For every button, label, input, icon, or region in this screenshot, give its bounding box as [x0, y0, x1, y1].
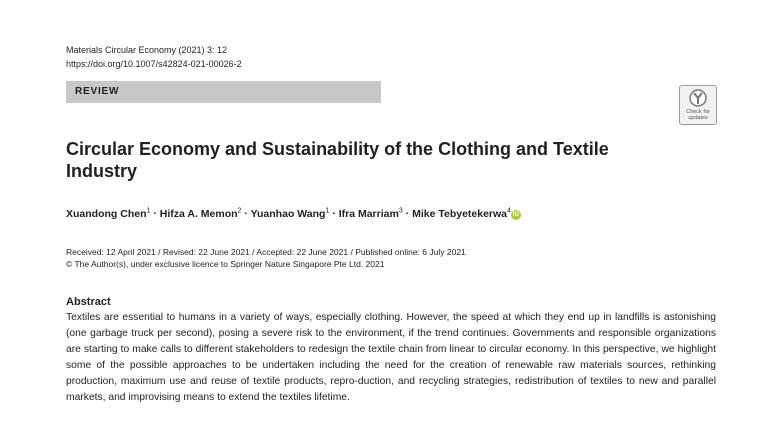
- author-list: Xuandong Chen$^1$ · Hifza A. Memon$^2$ · Yuanhao Wang$^1$ · Ifra Marriam$^3$ · Mike Tebyetekerwa$^4$iD: [66, 207, 519, 220]
- publication-info: [66, 246, 466, 270]
- journal-citation: Materials Circular Economy (2021) 3: 12: [66, 45, 228, 55]
- crossmark-icon: [689, 89, 707, 107]
- author[interactable]: Xuandong Chen$^1$: [66, 207, 151, 220]
- dates-line: Received: 12 April 2021 / Revised: 22 June 2021 / Accepted: 22 June 2021 / Published online: 6 July 2021: [66, 247, 466, 257]
- check-for-updates-badge[interactable]: [679, 85, 717, 125]
- author[interactable]: Hifza A. Memon$^2$: [159, 207, 242, 220]
- author[interactable]: Mike Tebyetekerwa$^4$: [412, 207, 511, 220]
- author[interactable]: Ifra Marriam$^3$: [338, 207, 403, 220]
- author[interactable]: Yuanhao Wang$^1$: [250, 207, 330, 220]
- badge-label: Check for updates: [686, 109, 710, 121]
- article-type-bar: REVIEW: [66, 81, 381, 103]
- abstract-text: Textiles are essential to humans in a variety of ways, especially clothing. However, the speed at which they end up in landfills is astonishing (one garbage truck per second), posing a severe risk to the environment, if the trend continues. Governments and responsible organizations are starting to make calls to different stakeholders to redesign the textile chain from linear to circular economy. In this perspective, we highlight some of the possible approaches to be undertaken including the need for the creation of renewable raw materials sources, rethinking production, maximum use and reuse of textile products, repro-duction, and recycling strategies, redistribution of textiles to new and parallel markets, and improvising means to extend the textiles lifetime.: [66, 312, 716, 403]
- doi-link[interactable]: https://doi.org/10.1007/s42824-021-00026-2: [66, 59, 242, 69]
- abstract-heading: Abstract: [66, 296, 111, 308]
- journal-header: [66, 43, 242, 71]
- orcid-icon[interactable]: iD: [512, 211, 519, 218]
- copyright-line: © The Author(s), under exclusive licence to Springer Nature Singapore Pte Ltd. 2021: [66, 259, 385, 269]
- article-title: Circular Economy and Sustainability of the Clothing and Textile Industry: [66, 139, 609, 181]
